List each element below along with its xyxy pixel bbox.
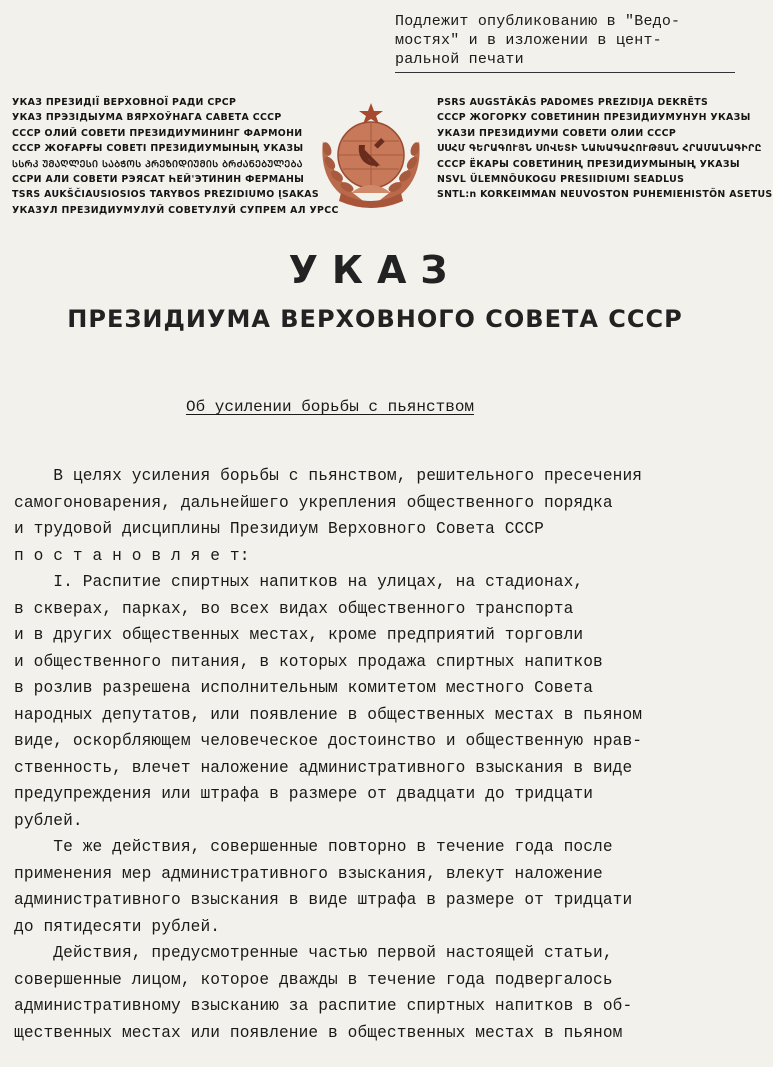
header-line: УКАЗУЛ ПРЕЗИДИУМУЛУЙ СОВЕТУЛУЙ СУПРЕМ АЛ УРСС (12, 204, 339, 216)
state-emblem-icon (313, 97, 429, 213)
document-subtitle: ПРЕЗИДИУМА ВЕРХОВНОГО СОВЕТА СССР (67, 305, 683, 333)
header-line: SNTL:n KORKEIMMAN NEUVOSTON PUHEMIEHISTÖN ASETUS (437, 189, 773, 201)
note-line: Подлежит опубликованию в "Ведо- (395, 13, 681, 30)
body-line: до пятидесяти рублей. (14, 917, 221, 936)
header-line: NSVL ÜLEMNÕUKOGU PRESIIDIUMI SEADLUS (437, 174, 685, 186)
header-line: ᲡᲡᲠᲙ ᲣᲛᲐᲦᲚᲔᲡᲘ ᲡᲐᲑᲭᲝᲡ ᲞᲠᲔᲖᲘᲓᲘᲣᲛᲘᲡ ᲑᲠᲫᲐᲜᲔᲑᲣᲚᲔᲑᲐ (12, 158, 303, 170)
publication-note (395, 12, 725, 69)
header-line: СССР ЁКАРЫ СОВЕТИНИҢ ПРЕЗИДИУМЫНЫҢ УКАЗЫ (437, 158, 740, 170)
body-line: совершенные лицом, которое дважды в течение года подвергалось (14, 970, 613, 989)
body-line: административного взыскания в виде штрафа в размере от тридцати (14, 891, 633, 909)
header-line: PSRS AUGSTĀKĀS PADOMES PREZIDIJA DEKRĒTS (437, 97, 709, 108)
body-line: и трудовой дисциплины Президиум Верховного Совета СССР (14, 520, 544, 538)
header-line: СССР ЖОҒАРҒЫ СОВЕТІ ПРЕЗИДИУМЫНЫҢ УКАЗЫ (12, 143, 304, 155)
document-title: УКАЗ (288, 248, 462, 292)
header-line: УКАЗ ПРЭЗІДЫУМА ВЯРХОЎНАГА САВЕТА СССР (12, 112, 282, 124)
body-line: В целях усиления борьбы с пьянством, решительного пресечения (14, 467, 643, 485)
body-line: и общественного питания, в которых продажа спиртных напитков (14, 652, 603, 671)
body-line: административному взысканию за распитие спиртных напитков в об- (14, 997, 633, 1015)
header-line: УКАЗИ ПРЕЗИДИУМИ СОВЕТИ ОЛИИ СССР (437, 127, 677, 139)
body-line: ственность, влечет наложение административного взыскания в виде (14, 758, 633, 777)
body-line: рублей. (14, 811, 83, 830)
body-line: самогоноварения, дальнейшего укрепления общественного порядка (14, 493, 613, 512)
header-line: УКАЗ ПРЕЗИДІЇ ВЕРХОВНОЇ РАДИ СРСР (12, 97, 237, 108)
body-line: предупреждения или штрафа в размере от двадцати до тридцати (14, 785, 594, 803)
body-line: Действия, предусмотренные частью первой настоящей статьи, (14, 944, 613, 962)
body-line: в розлив разрешена исполнительным комитетом местного Совета (14, 679, 594, 697)
header-line: ССРИ АЛИ СОВЕТИ РЭЯСАТ ҺЕЙ'ЭТИНИН ФЕРМАНЫ (12, 174, 305, 186)
body-line: и в других общественных местах, кроме предприятий торговли (14, 626, 584, 644)
decree-heading: Об усилении борьбы с пьянством (185, 398, 475, 416)
header-left-column (12, 95, 339, 218)
note-line: ральной печати (395, 51, 524, 68)
body-line: народных депутатов, или появление в общественных местах в пьяном (14, 705, 643, 724)
header-right-column (437, 95, 773, 203)
note-underline (395, 72, 735, 73)
header-line: ՍՍՀՄ ԳԵՐԱԳՈՒՅՆ ՍՈՎԵՏԻ ՆԱԽԱԳԱՀՈՒԹՅԱՆ ՀՐԱՄԱՆԱԳԻՐԸ (437, 143, 762, 155)
header-line: TSRS AUKŠČIAUSIOSIOS TARYBOS PREZIDIUMO ĮSAKAS (12, 189, 320, 201)
note-line: мостях" и в изложении в цент- (395, 32, 662, 49)
header-line: СССР ОЛИЙ СОВЕТИ ПРЕЗИДИУМИНИНГ ФАРМОНИ (12, 127, 303, 139)
body-line: применения мер административного взыскания, влекут наложение (14, 864, 603, 883)
body-line: Те же действия, совершенные повторно в течение года после (14, 838, 613, 856)
decree-body (14, 463, 744, 1046)
body-line: щественных местах или появление в общественных местах в пьяном (14, 1023, 623, 1042)
body-line: виде, оскорбляющем человеческое достоинство и общественную нрав- (14, 732, 643, 750)
body-line: п о с т а н о в л я е т: (14, 546, 250, 565)
body-line: I. Распитие спиртных напитков на улицах, на стадионах, (14, 573, 584, 591)
body-line: в скверах, парках, во всех видах общественного транспорта (14, 599, 574, 618)
header-line: СССР ЖОГОРКУ СОВЕТИНИН ПРЕЗИДИУМУНУН УКАЗЫ (437, 112, 751, 124)
